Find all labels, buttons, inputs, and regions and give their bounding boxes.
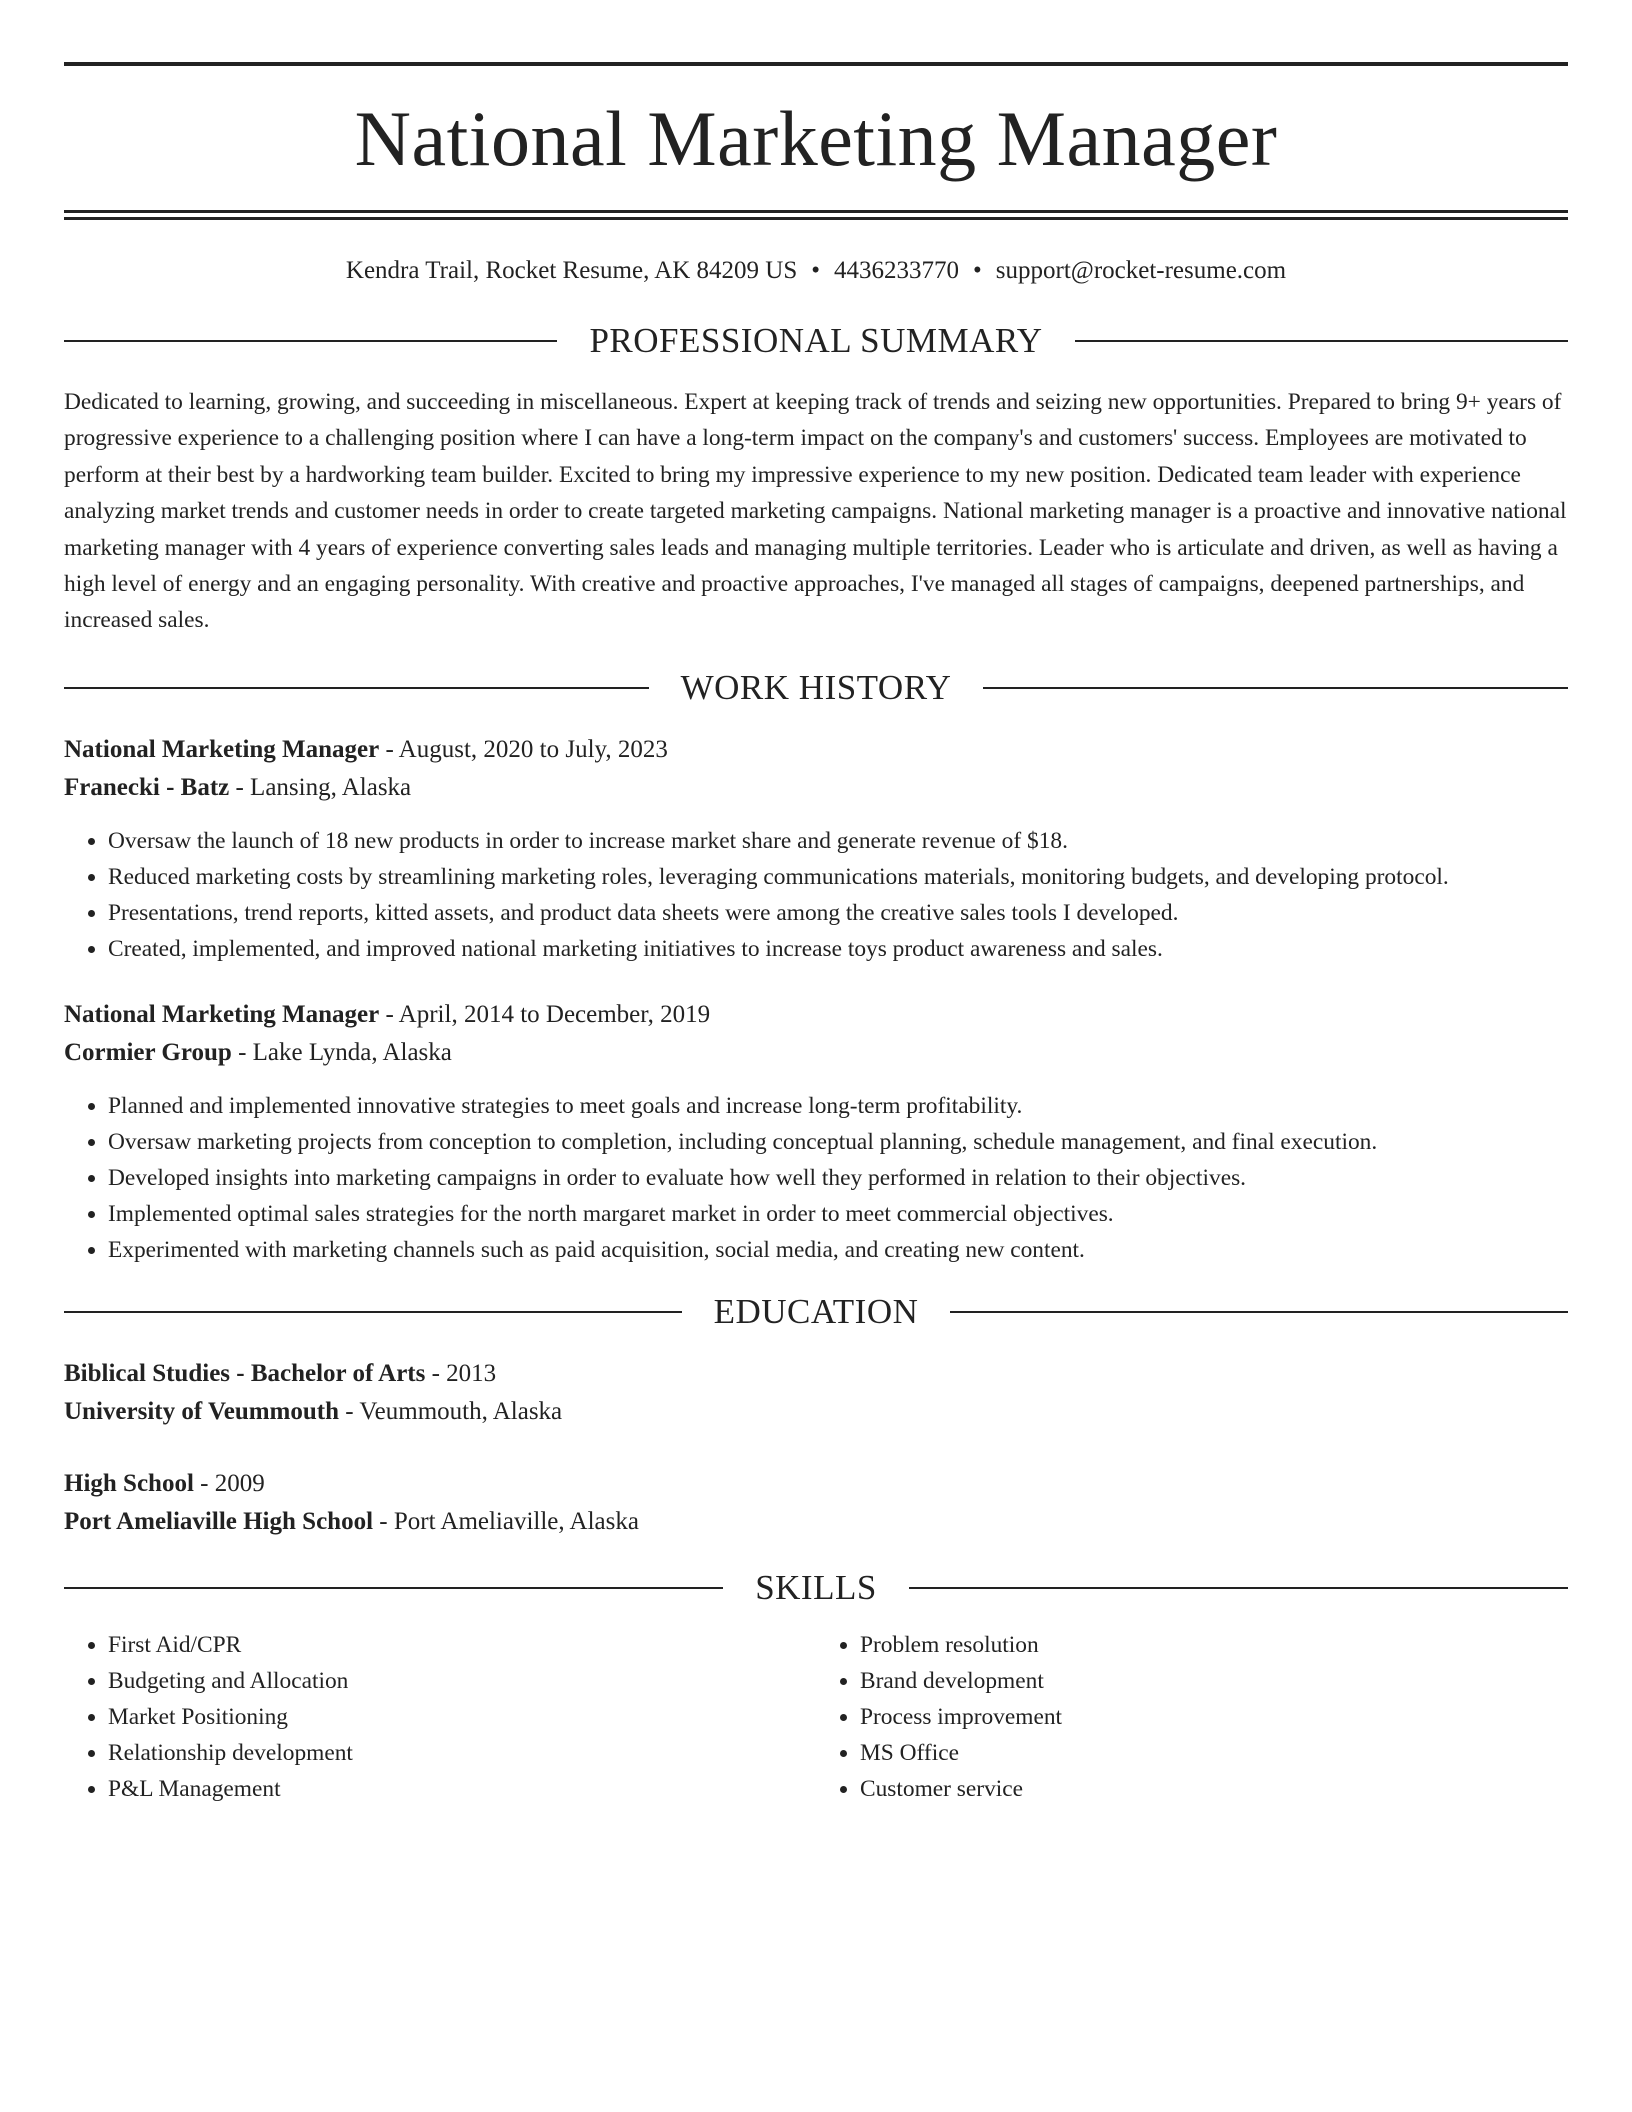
job-title-line — [64, 731, 1568, 769]
summary-text: Dedicated to learning, growing, and succeeding in miscellaneous. Expert at keeping track of trends and seizing new opportunities. Prepared to bring 9+ years of progressive experience to a challenging position where I can have a long-term impact on the company's and customers' success. Employees are motivated to perform at their best by a hardworking team builder. Excited to bring my impressive experience to my new position. Dedicated team leader with experience analyzing market trends and customer needs in order to create targeted marketing campaigns. National marketing manager is a proactive and innovative national marketing manager with 4 years of experience converting sales leads and managing multiple territories. Leader who is articulate and driven, as well as having a high level of energy and an engaging personality. With creative and proactive approaches, I've managed all stages of campaigns, deepened partnerships, and increased sales. — [64, 389, 1567, 634]
contact-address: Kendra Trail, Rocket Resume, AK 84209 US — [345, 257, 798, 284]
section-rule-left — [64, 1587, 723, 1589]
job-company-line — [64, 1034, 1568, 1072]
job-role: National Marketing Manager — [64, 1000, 380, 1028]
section-rule-left — [64, 1311, 682, 1313]
skill-item: • Relationship development — [108, 1735, 816, 1771]
skill-item: • Market Positioning — [108, 1699, 816, 1735]
education-school-line — [64, 1393, 1568, 1431]
job-bullet: • Oversaw marketing projects from conception to completion, including conceptual planning, schedule management, and final execution. — [108, 1124, 1568, 1160]
education-entry-2 — [64, 1465, 1568, 1541]
section-header-skills — [64, 1567, 1568, 1609]
education-location: - Veummouth, Alaska — [339, 1397, 563, 1425]
education-degree-line — [64, 1465, 1568, 1503]
skill-item: • P&L Management — [108, 1771, 816, 1807]
resume-title: National Marketing Manager — [354, 95, 1278, 182]
education-degree: Biblical Studies - Bachelor of Arts — [64, 1359, 426, 1387]
section-rule-left — [64, 340, 557, 342]
job-bullets — [64, 1088, 1568, 1269]
skills-columns — [64, 1627, 1568, 1808]
job-bullet: • Created, implemented, and improved national marketing initiatives to increase toys product awareness and sales. — [108, 931, 1568, 967]
job-dates: - August, 2020 to July, 2023 — [379, 735, 668, 763]
section-title-work: WORK HISTORY — [680, 667, 952, 707]
education-year: - 2009 — [193, 1469, 265, 1497]
education-entry-1 — [64, 1355, 1568, 1431]
job-company-line — [64, 769, 1568, 807]
education-school: University of Veummouth — [64, 1397, 340, 1425]
top-rule — [64, 62, 1568, 66]
section-rule-left — [64, 687, 649, 689]
title-double-rule — [64, 210, 1568, 220]
job-bullet: • Reduced marketing costs by streamlining marketing roles, leveraging communications materials, monitoring budgets, and developing protocol. — [108, 859, 1568, 895]
section-rule-right — [950, 1311, 1568, 1313]
job-bullet: • Implemented optimal sales strategies for the north margaret market in order to meet commercial objectives. — [108, 1196, 1568, 1232]
job-bullets — [64, 823, 1568, 968]
skill-item: • First Aid/CPR — [108, 1627, 816, 1663]
skill-item: • Budgeting and Allocation — [108, 1663, 816, 1699]
job-bullet: • Experimented with marketing channels such as paid acquisition, social media, and creating new content. — [108, 1232, 1568, 1268]
job-company: Franecki - Batz — [64, 773, 230, 801]
section-rule-right — [909, 1587, 1568, 1589]
section-title-skills: SKILLS — [755, 1567, 877, 1607]
section-header-work — [64, 667, 1568, 709]
education-year: - 2013 — [425, 1359, 497, 1387]
job-role: National Marketing Manager — [64, 735, 380, 763]
section-header-summary — [64, 320, 1568, 362]
skill-item: • Process improvement — [860, 1699, 1568, 1735]
skills-list-right — [816, 1627, 1568, 1808]
section-header-education — [64, 1291, 1568, 1333]
job-title-line — [64, 996, 1568, 1034]
skills-list-left — [64, 1627, 816, 1808]
education-degree: High School — [64, 1469, 194, 1497]
contact-separator: • — [973, 257, 982, 284]
job-location: - Lansing, Alaska — [229, 773, 412, 801]
contact-phone: 4436233770 — [834, 257, 960, 284]
section-title-education: EDUCATION — [713, 1291, 919, 1331]
education-location: - Port Ameliaville, Alaska — [373, 1507, 639, 1535]
section-rule-right — [983, 687, 1568, 689]
job-dates: - April, 2014 to December, 2019 — [379, 1000, 711, 1028]
job-company: Cormier Group — [64, 1038, 232, 1066]
job-entry-2 — [64, 996, 1568, 1269]
education-degree-line — [64, 1355, 1568, 1393]
contact-line — [64, 256, 1568, 286]
skill-item: • Customer service — [860, 1771, 1568, 1807]
contact-email: support@rocket-resume.com — [995, 257, 1287, 284]
skill-item: • Brand development — [860, 1663, 1568, 1699]
job-bullet: • Presentations, trend reports, kitted assets, and product data sheets were among the creative sales tools I developed. — [108, 895, 1568, 931]
job-bullet: • Developed insights into marketing campaigns in order to evaluate how well they performed in relation to their objectives. — [108, 1160, 1568, 1196]
skill-item: • MS Office — [860, 1735, 1568, 1771]
contact-separator: • — [811, 257, 821, 284]
skill-item: • Problem resolution — [860, 1627, 1568, 1663]
job-bullet: • Oversaw the launch of 18 new products in order to increase market share and generate revenue of $18. — [108, 823, 1568, 859]
job-location: - Lake Lynda, Alaska — [231, 1038, 452, 1066]
education-school: Port Ameliaville High School — [64, 1507, 374, 1535]
job-bullet: • Planned and implemented innovative strategies to meet goals and increase long-term profitability. — [108, 1088, 1568, 1124]
education-school-line — [64, 1503, 1568, 1541]
job-entry-1 — [64, 731, 1568, 968]
section-rule-right — [1075, 340, 1568, 342]
section-title-summary: PROFESSIONAL SUMMARY — [589, 321, 1043, 360]
